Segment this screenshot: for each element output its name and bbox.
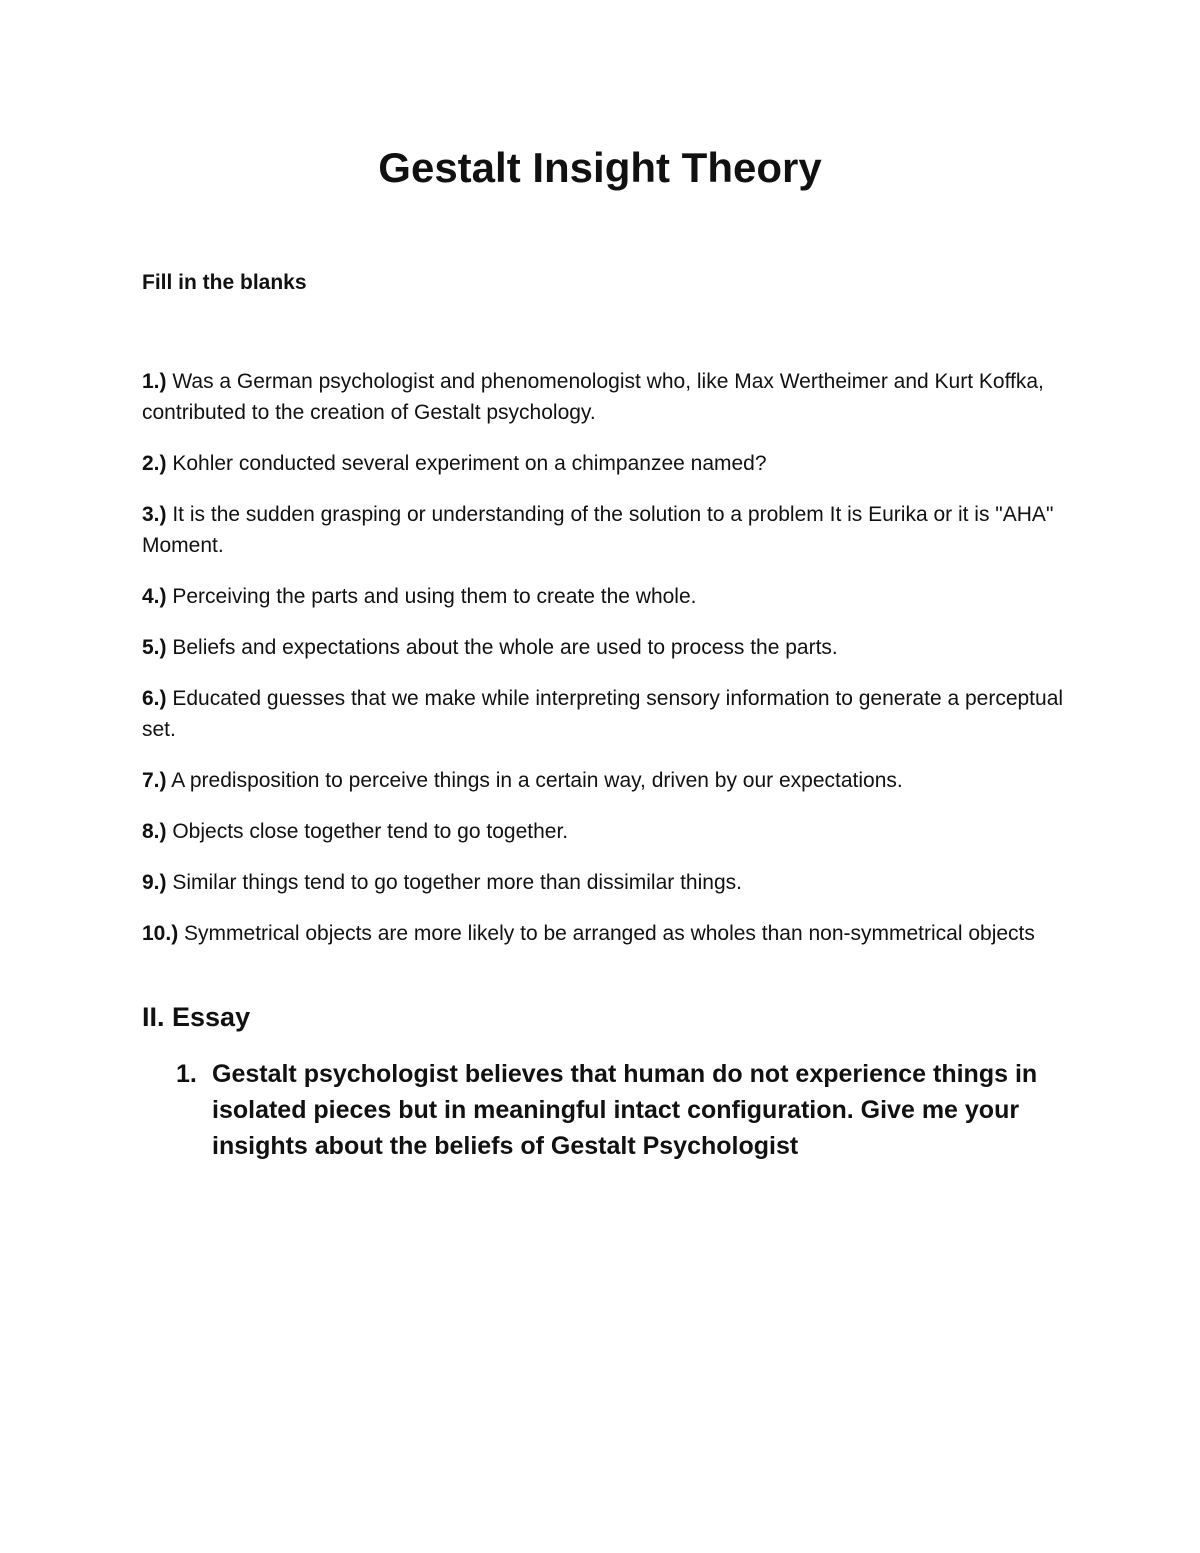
question-number: 3.) (142, 503, 167, 526)
fill-in-the-blanks-heading: Fill in the blanks (142, 271, 307, 294)
question-number: 4.) (142, 585, 167, 608)
question-number: 7.) (142, 769, 167, 792)
question-text: Similar things tend to go together more than dissimilar things. (166, 871, 742, 894)
question-text: Symmetrical objects are more likely to be arranged as wholes than non-symmetrical objects (178, 922, 1035, 945)
question-text: Perceiving the parts and using them to create the whole. (166, 585, 697, 608)
essay-question-text: Gestalt psychologist believes that human do not experience things in isolated pieces but in meaningful intact configuration. Give me your insights about the beliefs of Gestalt Psychologist (212, 1060, 1038, 1160)
essay-question-item (176, 1056, 1056, 1164)
question-number: 6.) (142, 687, 167, 710)
question-number: 8.) (142, 820, 167, 843)
question-text: A predisposition to perceive things in a certain way, driven by our expectations. (166, 769, 903, 792)
question-text: Educated guesses that we make while interpreting sensory information to generate a perceptual set. (142, 687, 1064, 741)
question-item (142, 448, 1072, 479)
question-item (142, 581, 1072, 612)
question-number: 9.) (142, 871, 167, 894)
question-item (142, 918, 1072, 949)
question-text: Objects close together tend to go together. (166, 820, 569, 843)
essay-question-number: 1. (176, 1060, 197, 1088)
question-item (142, 816, 1072, 847)
question-text: Kohler conducted several experiment on a chimpanzee named? (166, 452, 767, 475)
question-number: 10.) (142, 922, 179, 945)
question-item (142, 632, 1072, 663)
question-item (142, 765, 1072, 796)
question-item (142, 867, 1072, 898)
question-number: 5.) (142, 636, 167, 659)
question-list (142, 366, 1072, 969)
question-item (142, 683, 1072, 745)
question-text: It is the sudden grasping or understanding of the solution to a problem It is Eurika or it is "AHA" Moment. (142, 503, 1054, 557)
essay-question-list (176, 1056, 1056, 1164)
question-text: Beliefs and expectations about the whole are used to process the parts. (166, 636, 838, 659)
question-text: Was a German psychologist and phenomenologist who, like Max Wertheimer and Kurt Koffka, contributed to the creation of Gestalt psychology. (142, 370, 1044, 424)
question-number: 2.) (142, 452, 167, 475)
essay-heading: II. Essay (142, 1002, 251, 1032)
question-item (142, 366, 1072, 428)
document-title: Gestalt Insight Theory (378, 144, 822, 191)
question-number: 1.) (142, 370, 167, 393)
question-item (142, 499, 1072, 561)
